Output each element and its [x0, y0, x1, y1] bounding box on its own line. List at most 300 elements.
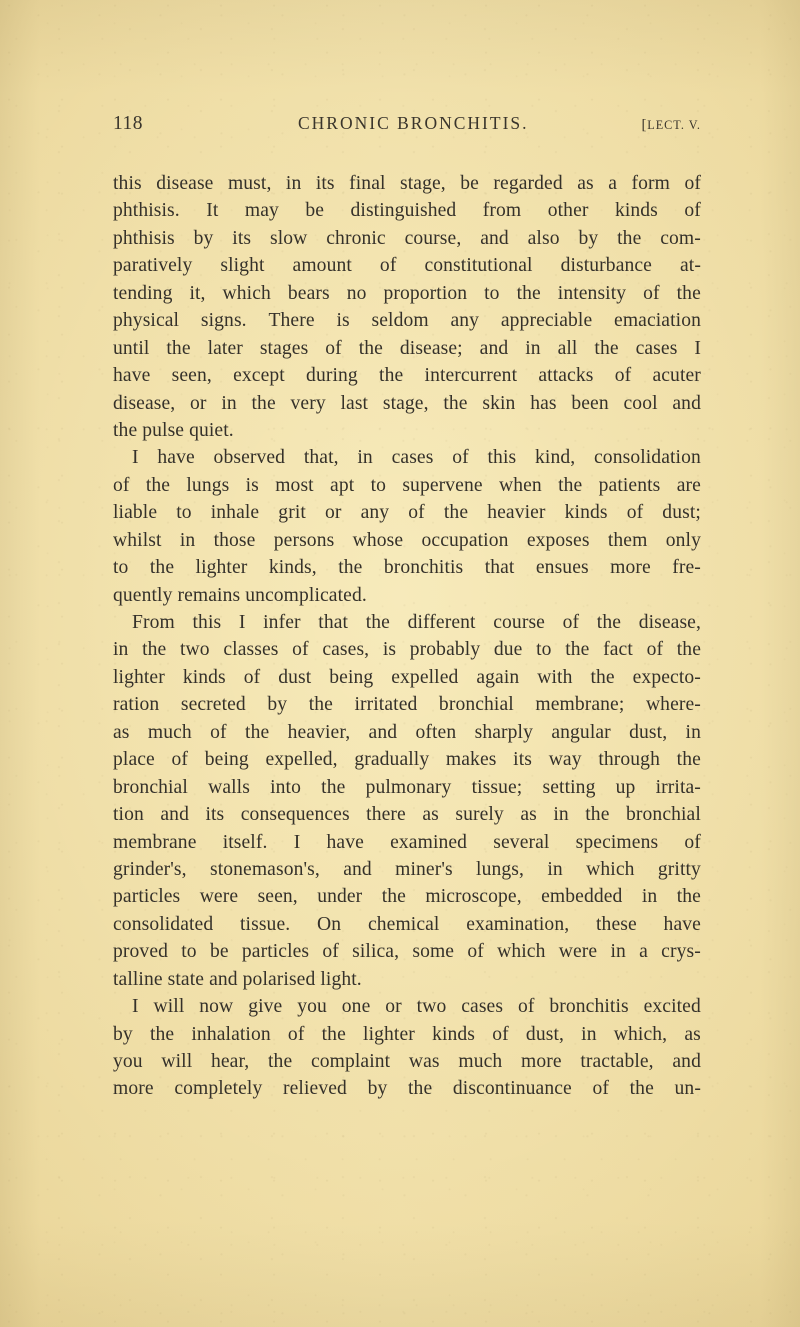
word: completely — [174, 1078, 263, 1100]
word: the — [268, 1051, 293, 1072]
word: with — [537, 666, 573, 688]
word: this — [487, 447, 517, 469]
word: in — [581, 1023, 597, 1045]
word: most — [275, 474, 314, 496]
word: of — [684, 173, 701, 194]
word: heavier, — [287, 721, 351, 743]
word: its — [205, 804, 225, 826]
text-line — [113, 691, 701, 718]
word: in — [525, 337, 541, 359]
word: crys- — [661, 941, 701, 963]
word: apt — [330, 474, 355, 496]
word: un- — [674, 1078, 701, 1100]
word: stonemason's, — [209, 858, 320, 880]
word: the — [166, 337, 191, 359]
word: ration — [113, 694, 160, 716]
word: patients — [598, 474, 661, 496]
word: that — [484, 557, 515, 579]
word: the — [379, 365, 404, 387]
word: and — [343, 858, 372, 880]
word: I — [238, 612, 246, 633]
word: different — [407, 612, 476, 633]
word: emaciation — [614, 310, 701, 332]
word: as — [577, 173, 594, 194]
word: the — [676, 282, 701, 304]
word: dust; — [662, 502, 701, 524]
word: as — [520, 804, 537, 826]
word: miner's — [395, 858, 453, 880]
word: lungs — [186, 474, 230, 496]
word: form — [631, 173, 670, 194]
word: only — [665, 529, 701, 551]
text-line — [113, 390, 701, 417]
word: bears — [287, 282, 330, 304]
word: will — [161, 1051, 193, 1072]
word: tractable, — [580, 1051, 654, 1072]
word: any — [450, 310, 480, 332]
word: attacks — [538, 365, 594, 387]
word: that — [318, 612, 349, 633]
word: proportion — [383, 282, 468, 304]
word: last — [340, 392, 369, 414]
word: have — [113, 365, 151, 387]
word: to — [484, 282, 500, 304]
page-body-text — [113, 170, 701, 1103]
word: lungs, — [476, 858, 525, 880]
word: embedded — [541, 886, 623, 908]
word: the — [365, 612, 390, 633]
word: the — [558, 474, 583, 496]
word: persons — [273, 529, 335, 551]
word: in — [685, 721, 701, 743]
word: I — [293, 831, 301, 853]
word: of — [643, 282, 660, 304]
word: examined — [390, 831, 468, 853]
word: when — [498, 474, 542, 496]
word: of — [379, 255, 397, 277]
word: seldom — [371, 310, 429, 332]
word: all — [557, 337, 578, 359]
word: to — [536, 639, 552, 661]
word: later — [207, 337, 243, 359]
word: the — [443, 392, 468, 414]
word: except — [233, 365, 285, 387]
page-folio-number: 118 — [113, 113, 144, 134]
word: by — [113, 1023, 133, 1045]
word: gritty — [657, 858, 701, 880]
word: constitutional — [424, 255, 533, 277]
text-line — [113, 1075, 701, 1102]
word: discontinuance — [452, 1078, 572, 1100]
word: membrane — [113, 831, 197, 853]
word: intercurrent — [424, 365, 518, 387]
word: stage, — [400, 173, 446, 194]
word: until — [113, 337, 150, 359]
word: skin — [482, 392, 516, 414]
word: kinds — [614, 200, 658, 222]
word: whilst — [113, 529, 162, 551]
word: a — [608, 173, 618, 194]
word: sharply — [474, 721, 533, 743]
word: com- — [660, 227, 701, 249]
word: in — [547, 858, 563, 880]
word: which — [497, 941, 546, 963]
word: where- — [645, 694, 701, 716]
word: the — [676, 639, 701, 661]
word: I — [132, 996, 139, 1018]
word: no — [346, 282, 367, 304]
word: at- — [680, 255, 701, 277]
word: expecto- — [632, 666, 701, 688]
word: kinds — [182, 666, 226, 688]
word: consolidation — [594, 447, 701, 469]
text-line — [113, 280, 701, 307]
word: is — [336, 310, 350, 332]
word: and — [160, 804, 189, 826]
word: cool — [623, 392, 658, 414]
word: some — [412, 941, 455, 963]
word: its — [513, 749, 532, 771]
word: pulmonary — [365, 776, 452, 798]
word: angular — [551, 721, 611, 743]
word: of — [562, 612, 580, 633]
word: may — [244, 200, 279, 222]
word: to — [370, 474, 387, 496]
word: in — [179, 529, 196, 551]
line-text: quently remains uncomplicated. — [113, 584, 367, 606]
lecture-signature — [641, 117, 701, 134]
word: kinds — [432, 1023, 476, 1045]
word: of — [592, 1078, 609, 1100]
word: I — [132, 447, 139, 469]
word: lighter — [195, 557, 248, 579]
word: place — [113, 749, 155, 771]
word: hear, — [210, 1051, 250, 1072]
word: have — [663, 913, 701, 935]
word: paratively — [113, 255, 193, 277]
word: kinds — [564, 502, 608, 524]
word: the — [617, 227, 642, 249]
word: as — [684, 1023, 701, 1045]
word: two — [180, 639, 210, 661]
word: bronchitis — [383, 557, 464, 579]
word: acuter — [652, 365, 701, 387]
word: of — [287, 1023, 305, 1045]
word: probably — [409, 639, 481, 661]
word: a — [639, 941, 648, 963]
word: itself. — [222, 831, 268, 853]
word: is — [245, 474, 259, 496]
word: you — [113, 1051, 143, 1072]
word: liable — [113, 502, 158, 524]
word: being — [204, 749, 249, 771]
word: the — [321, 776, 346, 798]
text-line — [113, 609, 701, 636]
text-line — [113, 774, 701, 801]
word: as — [422, 804, 439, 826]
word: chemical — [367, 913, 440, 935]
word: this — [192, 612, 222, 633]
word: be — [209, 941, 229, 963]
word: disturbance — [560, 255, 652, 277]
word: be — [460, 173, 479, 194]
word: will — [153, 996, 185, 1018]
word: From — [132, 612, 175, 633]
word: the — [245, 721, 270, 743]
text-line — [113, 801, 701, 828]
word: observed — [213, 447, 286, 469]
word: chronic — [326, 227, 386, 249]
text-line — [113, 582, 701, 609]
word: cases — [635, 337, 678, 359]
word: the — [594, 337, 619, 359]
word: the — [251, 392, 276, 414]
word: grit — [278, 502, 306, 524]
word: was — [408, 1051, 440, 1072]
word: amount — [292, 255, 352, 277]
word: disease, — [113, 392, 176, 414]
word: and — [479, 337, 509, 359]
word: its — [232, 227, 252, 249]
word: dust — [278, 666, 312, 688]
word: these — [596, 913, 637, 935]
word: of — [517, 996, 535, 1018]
word: in — [285, 173, 302, 194]
word: stages — [259, 337, 309, 359]
word: secreted — [180, 694, 246, 716]
word: its — [315, 173, 335, 194]
word: several — [493, 831, 550, 853]
word: classes — [223, 639, 279, 661]
word: physical — [113, 310, 180, 332]
word: in — [641, 886, 658, 908]
text-line — [113, 636, 701, 663]
word: tissue. — [240, 913, 291, 935]
word: complaint — [310, 1051, 391, 1072]
word: to — [113, 557, 129, 579]
word: the — [321, 1023, 346, 1045]
word: inhalation — [191, 1023, 271, 1045]
text-line — [113, 938, 701, 965]
word: or — [190, 392, 207, 414]
text-line — [113, 746, 701, 773]
word: disease; — [399, 337, 463, 359]
word: surely — [455, 804, 504, 826]
word: the — [358, 337, 383, 359]
word: the — [149, 1023, 175, 1045]
word: membrane; — [535, 694, 625, 716]
word: seen, — [257, 886, 298, 908]
word: disease — [156, 173, 214, 194]
running-head — [113, 113, 701, 139]
word: fact — [603, 639, 633, 661]
word: I — [694, 337, 701, 359]
word: other — [547, 200, 589, 222]
word: and — [368, 721, 398, 743]
word: the — [145, 474, 171, 496]
word: phthisis — [113, 227, 175, 249]
word: cases — [391, 447, 434, 469]
word: phthisis. — [113, 200, 180, 222]
word: has — [530, 392, 557, 414]
word: bronchial — [438, 694, 514, 716]
word: of — [322, 941, 339, 963]
word: by — [578, 227, 599, 249]
signature-label: LECT. V. — [647, 118, 701, 132]
text-line — [113, 554, 701, 581]
word: being — [329, 666, 374, 688]
word: infer — [263, 612, 301, 633]
word: bronchitis — [549, 996, 629, 1018]
word: and — [672, 392, 701, 414]
word: kind, — [535, 447, 576, 469]
word: this — [113, 173, 142, 194]
word: it, — [189, 282, 206, 304]
word: disease, — [638, 612, 701, 633]
word: been — [571, 392, 609, 414]
word: the — [585, 804, 610, 826]
text-line — [113, 252, 701, 279]
word: of — [646, 639, 664, 661]
text-line — [113, 966, 701, 993]
word: bronchial — [113, 776, 188, 798]
word: appreciable — [500, 310, 593, 332]
word: and — [672, 1051, 701, 1072]
word: occupation — [421, 529, 509, 551]
word: proved — [113, 941, 169, 963]
word: in — [357, 447, 373, 469]
text-line — [113, 307, 701, 334]
word: them — [607, 529, 648, 551]
word: fre- — [672, 557, 701, 579]
word: course, — [404, 227, 462, 249]
word: the — [629, 1078, 654, 1100]
word: from — [482, 200, 522, 222]
word: any — [360, 502, 390, 524]
word: were — [199, 886, 239, 908]
word: silica, — [352, 941, 400, 963]
word: the — [443, 502, 469, 524]
word: There — [268, 310, 315, 332]
text-line — [113, 225, 701, 252]
word: On — [317, 913, 342, 935]
word: must, — [227, 173, 272, 194]
word: the — [590, 666, 615, 688]
signature-bracket: [ — [641, 117, 648, 133]
word: the — [381, 886, 406, 908]
word: or — [324, 502, 342, 524]
word: consequences — [240, 804, 350, 826]
word: way — [548, 749, 582, 771]
word: relieved — [283, 1078, 347, 1100]
word: as — [113, 721, 130, 743]
word: dust, — [629, 721, 668, 743]
word: tion — [113, 804, 144, 826]
word: are — [676, 474, 701, 496]
word: intensity — [557, 282, 627, 304]
word: the — [308, 694, 333, 716]
word: walls — [208, 776, 250, 798]
word: the — [149, 557, 175, 579]
text-line — [113, 444, 701, 471]
word: in — [553, 804, 569, 826]
word: by — [193, 227, 214, 249]
word: were — [558, 941, 598, 963]
word: excited — [643, 996, 701, 1018]
word: there — [366, 804, 406, 826]
word: or — [385, 996, 402, 1018]
word: of — [492, 1023, 509, 1045]
word: inhale — [210, 502, 260, 524]
word: irritated — [354, 694, 418, 716]
text-line — [113, 170, 701, 197]
word: much — [458, 1051, 503, 1072]
running-title: CHRONIC BRONCHITIS. — [297, 113, 529, 133]
text-line — [113, 829, 701, 856]
word: have — [326, 831, 364, 853]
word: much — [147, 721, 192, 743]
word: particles — [241, 941, 310, 963]
word: seen, — [171, 365, 212, 387]
word: of — [614, 365, 632, 387]
text-line — [113, 993, 701, 1020]
word: and — [480, 227, 509, 249]
word: final — [349, 173, 386, 194]
word: slight — [220, 255, 265, 277]
word: expelled, — [265, 749, 338, 771]
word: kinds, — [268, 557, 317, 579]
word: slow — [269, 227, 308, 249]
word: gradually — [354, 749, 430, 771]
word: the — [338, 557, 363, 579]
text-line — [113, 417, 701, 444]
word: to — [181, 941, 197, 963]
word: one — [341, 996, 371, 1018]
word: to — [176, 502, 192, 524]
word: lighter — [363, 1023, 415, 1045]
word: the — [676, 749, 701, 771]
word: supervene — [402, 474, 483, 496]
word: grinder's, — [113, 858, 187, 880]
word: expelled — [391, 666, 459, 688]
word: examination, — [466, 913, 570, 935]
word: very — [290, 392, 326, 414]
word: consolidated — [113, 913, 214, 935]
text-line — [113, 1021, 701, 1048]
word: through — [598, 749, 660, 771]
word: of — [292, 639, 309, 661]
text-line — [113, 883, 701, 910]
word: during — [306, 365, 358, 387]
word: regarded — [493, 173, 563, 194]
word: also — [527, 227, 560, 249]
word: of — [113, 474, 130, 496]
text-line — [113, 911, 701, 938]
word: of — [684, 200, 701, 222]
word: more — [113, 1078, 154, 1100]
word: by — [367, 1078, 388, 1100]
word: whose — [352, 529, 404, 551]
word: up — [615, 776, 636, 798]
line-text: talline state and polarised light. — [113, 968, 362, 990]
word: you — [297, 996, 327, 1018]
text-line — [113, 499, 701, 526]
word: which — [586, 858, 635, 880]
word: of — [171, 749, 189, 771]
word: microscope, — [425, 886, 522, 908]
word: course — [493, 612, 545, 633]
text-line — [113, 472, 701, 499]
